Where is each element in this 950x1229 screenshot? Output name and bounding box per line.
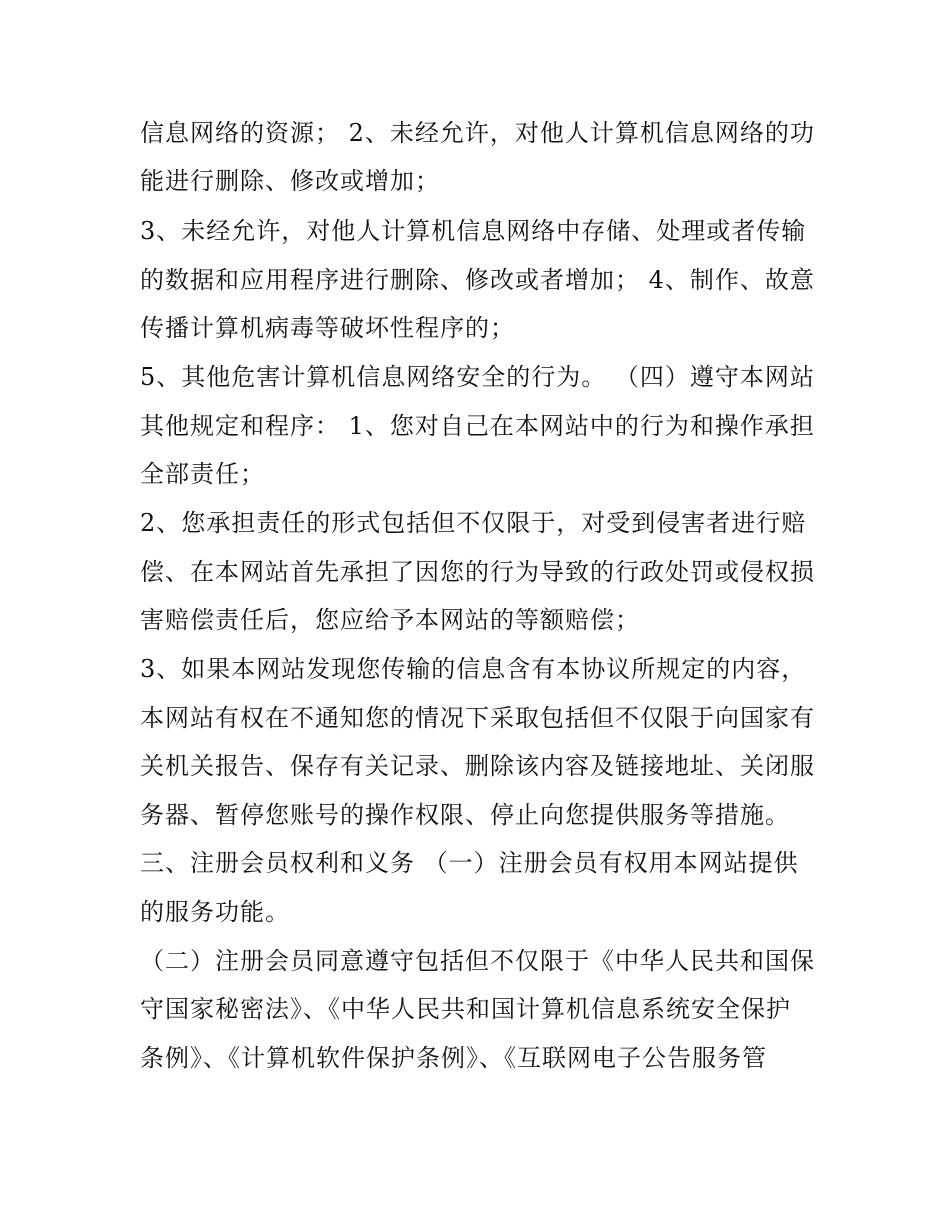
text-line: 信息网络的资源； 2、未经允许，对他人计算机信息网络的功 — [140, 119, 815, 147]
text-line: 本网站有权在不通知您的情况下采取包括但不仅限于向国家有 — [140, 704, 815, 732]
text-line: 5、其他危害计算机信息网络安全的行为。 （四）遵守本网站 — [140, 363, 815, 391]
text-line: 能进行删除、修改或增加； — [140, 167, 440, 195]
text-line: 守国家秘密法》、《中华人民共和国计算机信息系统安全保护 — [140, 995, 791, 1023]
text-line: 条例》、《计算机软件保护条例》、《互联网电子公告服务管 — [140, 1044, 767, 1072]
text-line: 害赔偿责任后，您应给予本网站的等额赔偿； — [140, 606, 640, 634]
text-line: 其他规定和程序： 1、您对自己在本网站中的行为和操作承担 — [140, 412, 815, 440]
text-line: 偿、在本网站首先承担了因您的行为导致的行政处罚或侵权损 — [140, 558, 815, 586]
text-line: 的服务功能。 — [140, 898, 290, 926]
text-line: （二）注册会员同意遵守包括但不仅限于《中华人民共和国保 — [140, 947, 815, 975]
text-line: 3、未经允许，对他人计算机信息网络中存储、处理或者传输 — [140, 217, 807, 245]
text-line: 务器、暂停您账号的操作权限、停止向您提供服务等措施。 — [140, 801, 790, 829]
text-line: 3、如果本网站发现您传输的信息含有本协议所规定的内容， — [140, 655, 807, 683]
text-line: 2、您承担责任的形式包括但不仅限于，对受到侵害者进行赔 — [140, 509, 807, 537]
text-line: 全部责任； — [140, 460, 265, 488]
text-line: 的数据和应用程序进行删除、修改或者增加； 4、制作、故意 — [140, 266, 815, 294]
text-line: 关机关报告、保存有关记录、删除该内容及链接地址、关闭服 — [140, 752, 815, 780]
text-line: 三、注册会员权利和义务 （一）注册会员有权用本网站提供 — [140, 849, 799, 877]
text-line: 传播计算机病毒等破坏性程序的； — [140, 314, 515, 342]
